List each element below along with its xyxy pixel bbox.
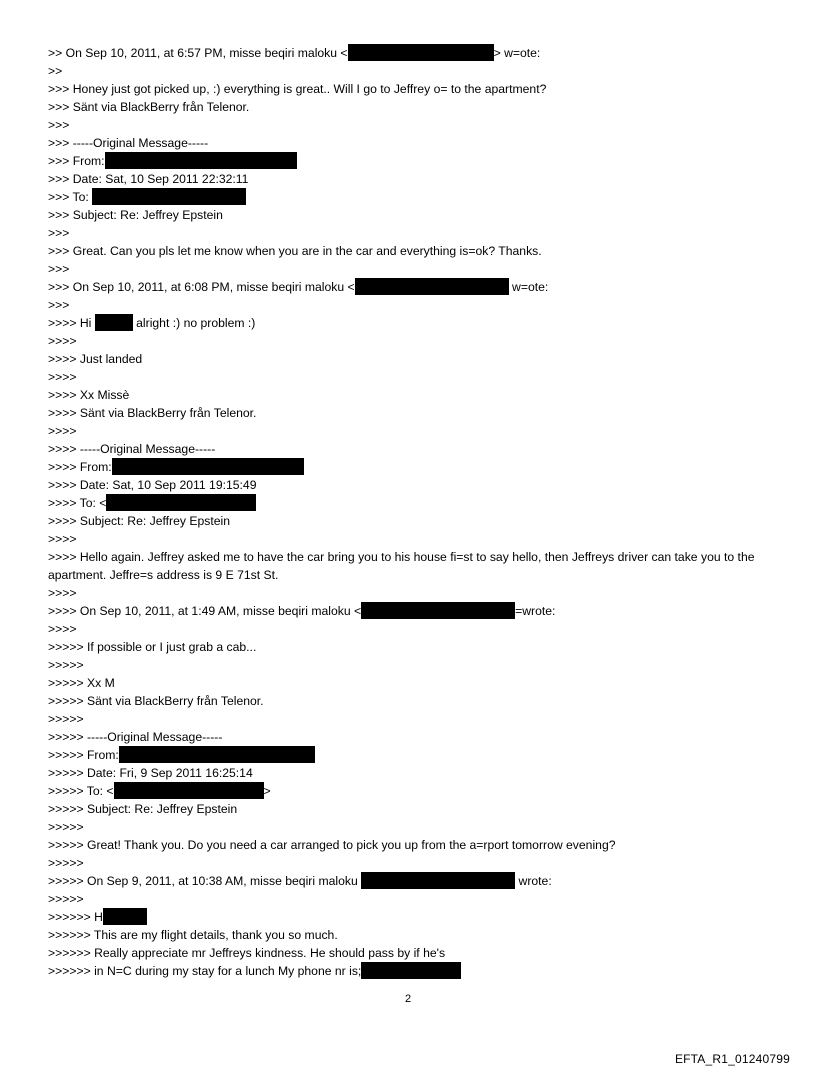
document-id: EFTA_R1_01240799 xyxy=(674,1052,790,1066)
line-text: >>>> xyxy=(48,622,77,636)
text-line xyxy=(48,476,778,494)
text-line xyxy=(48,674,778,692)
email-thread-body xyxy=(48,44,778,980)
text-line xyxy=(48,548,778,584)
text-line xyxy=(48,836,778,854)
line-text: >>> Date: Sat, 10 Sep 2011 22:32:11 xyxy=(48,172,249,186)
text-line xyxy=(48,908,778,926)
line-text: >>>>> Date: Fri, 9 Sep 2011 16:25:14 xyxy=(48,766,253,780)
text-line xyxy=(48,854,778,872)
line-text: >>>>> xyxy=(48,658,84,672)
redaction-box xyxy=(105,152,297,169)
line-text-after-redaction: alright :) no problem :) xyxy=(132,316,256,330)
text-line xyxy=(48,242,778,260)
line-text: >>>>> Great! Thank you. Do you need a car arranged to pick you up from the a=rport tomorrow evening? xyxy=(48,838,616,852)
page-number: 2 xyxy=(404,993,412,1005)
line-text: >>>> xyxy=(48,370,77,384)
line-text: >>>> Just landed xyxy=(48,352,143,366)
redaction-box xyxy=(355,278,509,295)
line-text: >>>> -----Original Message----- xyxy=(48,442,216,456)
text-line xyxy=(48,926,778,944)
redaction-box xyxy=(103,908,147,925)
line-text: >>>> Xx Missè xyxy=(48,388,130,402)
redaction-box xyxy=(92,188,246,205)
line-text: >> On Sep 10, 2011, at 6:57 PM, misse beqiri maloku < xyxy=(48,46,348,60)
line-text: >>>>>> in N=C during my stay for a lunch My phone nr is; xyxy=(48,964,362,978)
text-line xyxy=(48,440,778,458)
line-text: >>>> xyxy=(48,532,77,546)
line-text: >>> Subject: Re: Jeffrey Epstein xyxy=(48,208,223,222)
redaction-box xyxy=(119,746,315,763)
line-text: >>> xyxy=(48,226,70,240)
text-line xyxy=(48,746,778,764)
line-text: >>> To: xyxy=(48,190,93,204)
text-line xyxy=(48,134,778,152)
line-text: >>>> xyxy=(48,586,77,600)
line-text: >>>>> From: xyxy=(48,748,119,762)
line-text: >>>> From: xyxy=(48,460,112,474)
line-text-after-redaction: > xyxy=(263,784,271,798)
text-line xyxy=(48,494,778,512)
text-line xyxy=(48,422,778,440)
redaction-box xyxy=(114,782,264,799)
redaction-box xyxy=(361,872,515,889)
line-text-after-redaction: =wrote: xyxy=(515,604,556,618)
line-text: >>>> Subject: Re: Jeffrey Epstein xyxy=(48,514,231,528)
text-line xyxy=(48,458,778,476)
line-text: >>>> Hello again. Jeffrey asked me to have the car bring you to his house fi=st to say hello, then Jeffreys driver can take you to the apartment. Jeffre=s address is 9 E 71st St. xyxy=(48,550,755,582)
text-line xyxy=(48,152,778,170)
text-line xyxy=(48,350,778,368)
line-text: >>>>> xyxy=(48,712,84,726)
line-text: >>>>> Subject: Re: Jeffrey Epstein xyxy=(48,802,238,816)
redaction-box xyxy=(361,962,461,979)
text-line xyxy=(48,98,778,116)
line-text: >>>>> On Sep 9, 2011, at 10:38 AM, misse beqiri maloku xyxy=(48,874,362,888)
text-line xyxy=(48,188,778,206)
text-line xyxy=(48,890,778,908)
text-line xyxy=(48,314,778,332)
line-text: >>> xyxy=(48,118,70,132)
line-text: >>> xyxy=(48,262,70,276)
text-line xyxy=(48,332,778,350)
line-text: >>>> xyxy=(48,334,77,348)
text-line xyxy=(48,710,778,728)
text-line xyxy=(48,584,778,602)
text-line xyxy=(48,386,778,404)
line-text: >>>>>> Really appreciate mr Jeffreys kindness. He should pass by if he's xyxy=(48,946,446,960)
text-line xyxy=(48,260,778,278)
line-text: >>>>>> This are my flight details, thank you so much. xyxy=(48,928,338,942)
text-line xyxy=(48,368,778,386)
line-text-after-redaction: > w=ote: xyxy=(493,46,541,60)
text-line xyxy=(48,602,778,620)
line-text: >>> -----Original Message----- xyxy=(48,136,209,150)
line-text: >>>>> To: < xyxy=(48,784,114,798)
text-line xyxy=(48,944,778,962)
text-line xyxy=(48,530,778,548)
text-line xyxy=(48,620,778,638)
text-line xyxy=(48,80,778,98)
text-line xyxy=(48,170,778,188)
line-text: >>>> Hi xyxy=(48,316,95,330)
line-text: >>> On Sep 10, 2011, at 6:08 PM, misse beqiri maloku < xyxy=(48,280,355,294)
line-text: >> xyxy=(48,64,63,78)
line-text: >>> Sänt via BlackBerry från Telenor. xyxy=(48,100,250,114)
text-line xyxy=(48,62,778,80)
text-line xyxy=(48,296,778,314)
text-line xyxy=(48,404,778,422)
text-line xyxy=(48,44,778,62)
line-text: >>>>> Sänt via BlackBerry från Telenor. xyxy=(48,694,264,708)
text-line xyxy=(48,728,778,746)
line-text: >>>>> xyxy=(48,892,84,906)
line-text: >>>> xyxy=(48,424,77,438)
text-line xyxy=(48,872,778,890)
redaction-box xyxy=(348,44,494,61)
line-text-after-redaction: w=ote: xyxy=(508,280,549,294)
line-text: >>> From: xyxy=(48,154,105,168)
text-line xyxy=(48,764,778,782)
line-text: >>>>> xyxy=(48,856,84,870)
redaction-box xyxy=(112,458,304,475)
line-text: >>>>> Xx M xyxy=(48,676,115,690)
line-text: >>> Great. Can you pls let me know when you are in the car and everything is=ok? Thanks. xyxy=(48,244,542,258)
text-line xyxy=(48,206,778,224)
redaction-box xyxy=(361,602,515,619)
line-text: >>>>> xyxy=(48,820,84,834)
line-text: >>>> On Sep 10, 2011, at 1:49 AM, misse beqiri maloku < xyxy=(48,604,362,618)
line-text: >>>>>> H xyxy=(48,910,103,924)
line-text: >>>>> -----Original Message----- xyxy=(48,730,223,744)
redaction-box xyxy=(95,314,133,331)
text-line xyxy=(48,278,778,296)
line-text: >>> xyxy=(48,298,70,312)
text-line xyxy=(48,224,778,242)
text-line xyxy=(48,782,778,800)
text-line xyxy=(48,800,778,818)
text-line xyxy=(48,512,778,530)
line-text: >>>> Sänt via BlackBerry från Telenor. xyxy=(48,406,257,420)
text-line xyxy=(48,116,778,134)
text-line xyxy=(48,818,778,836)
line-text: >>> Honey just got picked up, :) everything is great.. Will I go to Jeffrey o= to the apartment? xyxy=(48,82,547,96)
line-text: >>>> To: < xyxy=(48,496,107,510)
text-line xyxy=(48,962,778,980)
line-text: >>>> Date: Sat, 10 Sep 2011 19:15:49 xyxy=(48,478,257,492)
text-line xyxy=(48,638,778,656)
text-line xyxy=(48,656,778,674)
redaction-box xyxy=(106,494,256,511)
line-text-after-redaction: wrote: xyxy=(515,874,552,888)
line-text: >>>>> If possible or I just grab a cab... xyxy=(48,640,257,654)
text-line xyxy=(48,692,778,710)
